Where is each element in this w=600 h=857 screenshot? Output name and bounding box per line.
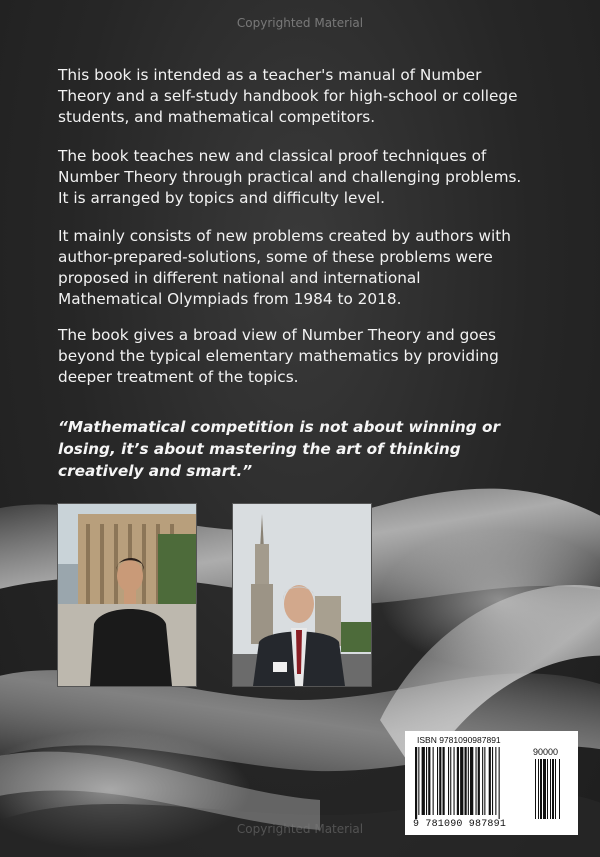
author-quote: “Mathematical competition is not about winning or losing, it’s about mastering the art of thinking creatively and smart.” <box>58 418 501 480</box>
isbn-barcode <box>405 731 578 835</box>
copyright-watermark-bottom: Copyrighted Material <box>236 822 364 836</box>
author-photo-right-image <box>233 504 371 686</box>
description-paragraph-1: This book is intended as a teacher's manual of Number Theory and a self-study handbook for high-school or college students, and mathematical competitors. <box>58 66 518 126</box>
author-photo-left-image <box>58 504 196 686</box>
description-paragraph-3: It mainly consists of new problems created by authors with author-prepared-solutions, some of these problems were proposed in different national and international Mathematical Olympiads from 1984 to 2018. <box>58 227 511 308</box>
description-paragraph-2: The book teaches new and classical proof techniques of Number Theory through practical and challenging problems. It is arranged by topics and difficulty level. <box>58 147 522 207</box>
author-photo-right <box>232 503 372 687</box>
isbn-label: ISBN 9781090987891 <box>417 735 501 745</box>
author-photo-left <box>57 503 197 687</box>
description-paragraph-4: The book gives a broad view of Number Theory and goes beyond the typical elementary mathematics by providing deeper treatment of the topics. <box>58 326 499 386</box>
barcode-digits: 9 781090 987891 <box>413 819 507 830</box>
copyright-watermark-top: Copyrighted Material <box>236 16 364 30</box>
barcode-bars <box>415 747 571 819</box>
price-code: 90000 <box>533 747 559 757</box>
